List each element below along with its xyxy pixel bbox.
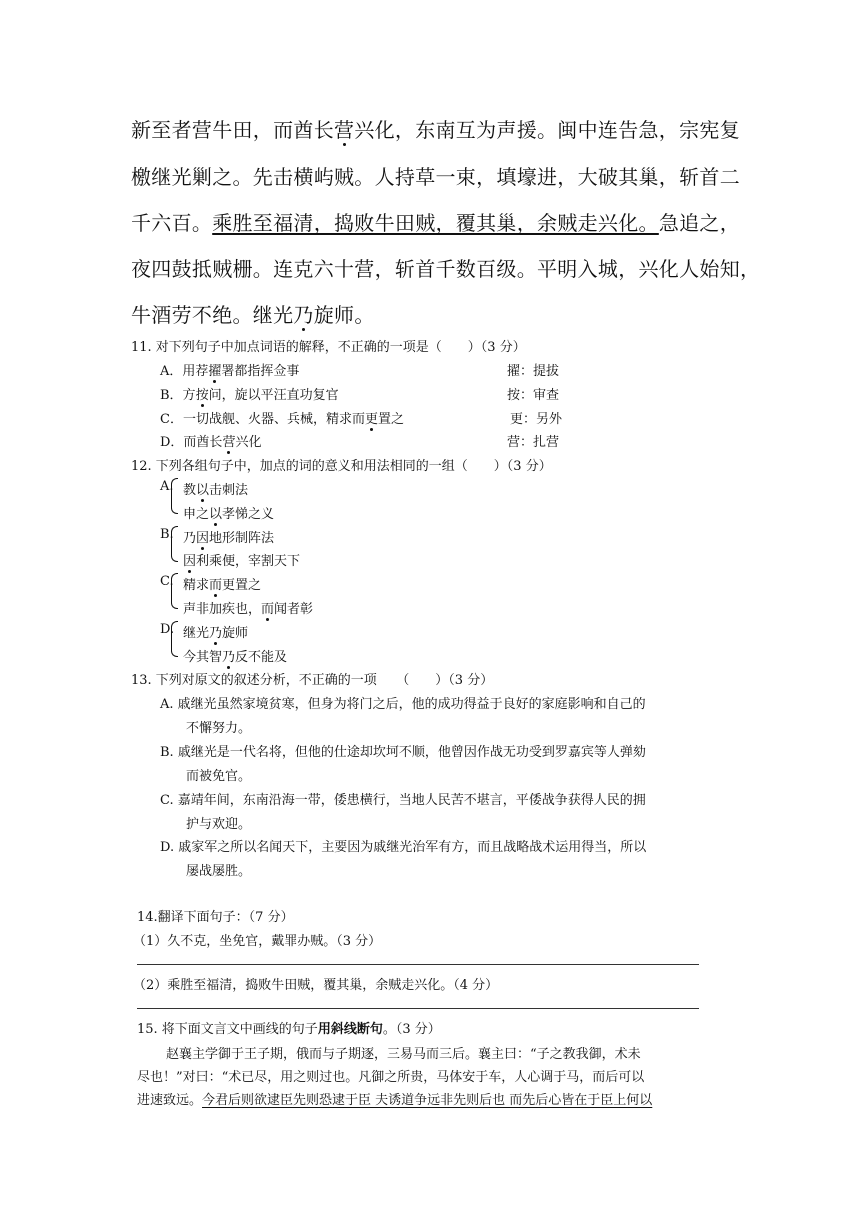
q12-c-sentence-1: 精求而更置之 [183,578,262,593]
q12-label-b: B. [160,527,174,542]
answer-line-1[interactable] [137,964,699,965]
q11-option-d: D．而酋长营兴化 [160,435,262,450]
q13-option-d-cont: 屡战屡胜。 [186,864,252,879]
passage-line-5: 牛酒劳不绝。继光乃旋师。 [131,303,375,327]
q12-a-sentence-2: 申之以孝悌之义 [183,507,275,522]
passage-line-1: 新至者营牛田，而酋长营兴化，东南互为声援。闽中连告急，宗宪复 [131,118,741,142]
q14-stem: 14.翻译下面句子：（7 分） [137,910,294,925]
q13-option-b-cont: 而被免官。 [186,769,252,784]
brace [171,478,178,514]
q15-passage-line-3: 进速致远。今君后则欲逮臣先则恐逮于臣 夫诱道争远非先则后也 而先后心皆在于臣上何以 [137,1093,653,1108]
q12-label-a: A. [160,479,174,494]
q15-stem: 15. 将下面文言文中画线的句子用斜线断句。（3 分） [137,1022,441,1037]
q12-stem: 12. 下列各组句子中，加点的词的意义和用法相同的一组（ ）（3 分） [131,459,552,474]
answer-line-2[interactable] [137,1008,699,1009]
q13-option-b: B. 戚继光是一代名将，但他的仕途却坎坷不顺，他曾因作战无功受到罗嘉宾等人弹劾 [160,745,646,760]
q12-c-sentence-2: 声非加疾也，而闻者彰 [183,602,314,617]
q12-label-d: D. [160,622,175,637]
q14-sentence-1: （1）久不克，坐免官，戴罪办贼。（3 分） [133,934,382,949]
underlined-sentence: 今君后则欲逮臣先则恐逮于臣 夫诱道争远非先则后也 而先后心皆在于臣上何以 [202,1093,653,1108]
q15-passage-line-2: 尽也！”对曰：“术已尽，用之则过也。凡御之所贵，马体安于车，人心调于马，而后可以 [137,1070,645,1085]
q12-a-sentence-1: 教以击刺法 [183,483,249,498]
q11-option-a: A．用荐擢署都指挥佥事 [160,364,300,379]
underlined-sentence: 乘胜至福清，捣败牛田贼，覆其巢，余贼走兴化。 [212,211,659,235]
brace [171,526,178,562]
q13-option-c-cont: 护与欢迎。 [186,817,252,832]
q14-sentence-2: （2）乘胜至福清，捣败牛田贼，覆其巢，余贼走兴化。（4 分） [133,978,499,993]
brace [171,621,178,657]
q11-stem: 11. 对下列句子中加点词语的解释，不正确的一项是（ ）（3 分） [131,340,526,355]
q13-option-a: A. 戚继光虽然家境贫寒，但身为将门之后，他的成功得益于良好的家庭影响和自己的 [160,697,646,712]
q11-gloss-b: 按：审查 [507,388,560,403]
bold-instruction: 用斜线断句 [317,1022,383,1037]
q12-b-sentence-1: 乃因地形制阵法 [183,531,275,546]
brace [171,573,178,609]
q13-option-a-cont: 不懈努力。 [186,721,252,736]
q15-passage-line-1: 赵襄主学御于王子期，俄而与子期逐，三易马而三后。襄主曰：“子之教我御，术未 [166,1047,641,1062]
passage-line-3: 千六百。乘胜至福清，捣败牛田贼，覆其巢，余贼走兴化。急追之， [131,211,741,235]
passage-line-4: 夜四鼓抵贼栅。连克六十营，斩首千数百级。平明入城，兴化人始知， [131,257,761,281]
q12-d-sentence-2: 今其智乃反不能及 [183,650,288,665]
dotted-char: 营 [334,118,355,142]
passage-line-2: 檄继光剿之。先击横屿贼。人持草一束，填壕进，大破其巢，斩首二 [131,165,740,189]
q13-option-d: D. 戚家军之所以名闻天下，主要因为戚继光治军有方，而且战略战术运用得当，所以 [160,840,647,855]
q11-gloss-a: 擢：提拔 [507,364,560,379]
q11-option-c: C．一切战舰、火器、兵械，精求而更置之 [160,412,404,427]
q13-stem: 13. 下列对原文的叙述分析，不正确的一项 （ ）（3 分） [131,673,494,688]
q13-option-c: C. 嘉靖年间，东南沿海一带，倭患横行，当地人民苦不堪言，平倭战争获得人民的拥 [160,793,646,808]
q12-b-sentence-2: 因利乘便，宰割天下 [183,554,301,569]
q11-option-b: B．方按问，旋以平汪直功复官 [160,388,339,403]
q11-gloss-d: 营：扎营 [507,435,560,450]
q12-d-sentence-1: 继光乃旋师 [183,626,249,641]
q12-label-c: C. [160,574,174,589]
q11-gloss-c: 更：另外 [510,412,563,427]
dotted-char: 乃 [293,303,314,327]
